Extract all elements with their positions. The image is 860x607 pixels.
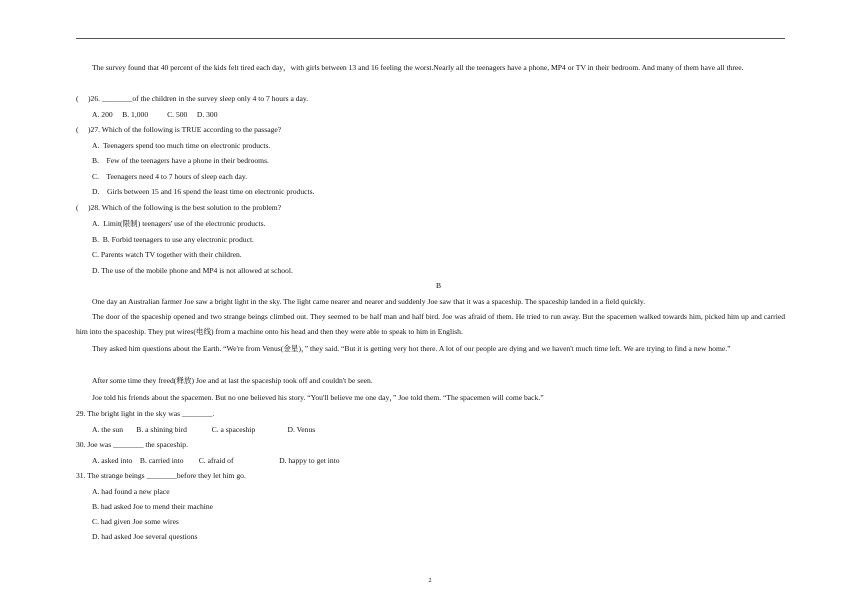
question-27-option-c: C. Teenagers need 4 to 7 hours of sleep each day.	[92, 172, 248, 181]
question-27-option-d: D. Girls between 15 and 16 spend the least time on electronic products.	[92, 187, 315, 196]
question-29-stem: 29. The bright light in the sky was ________.	[76, 409, 215, 418]
question-31-option-b: B. had asked Joe to mend their machine	[92, 502, 214, 511]
question-26-options: A. 200 B. 1,000 C. 500 D. 300	[92, 110, 218, 119]
question-27-option-b: B. Few of the teenagers have a phone in their bedrooms.	[92, 156, 269, 165]
question-29-options: A. the sun B. a shining bird C. a spaceship D. Venus	[92, 425, 316, 434]
passage-b-paragraph-1: One day an Australian farmer Joe saw a bright light in the sky. The light came nearer and nearer and suddenly Joe saw that it was a spaceship. The spaceship landed in a field quickly.	[92, 297, 646, 306]
question-28-stem: ( )28. Which of the following is the best solution to the problem?	[76, 203, 282, 212]
question-28-option-c: C. Parents watch TV together with their children.	[92, 250, 242, 259]
passage-b-paragraph-4: After some time they freed(释放) Joe and at last the spaceship took off and couldn't be seen.	[92, 376, 373, 385]
question-31-option-a: A. had found a new place	[92, 487, 170, 496]
question-28-option-b: B. B. Forbid teenagers to use any electronic product.	[92, 235, 254, 244]
passage-b-paragraph-5: Joe told his friends about the spacemen. But no one believed his story. “You'll believe me one day，” Joe told them. “The spacemen will come back.”	[92, 393, 544, 402]
question-31-stem: 31. The strange beings ________before they let him go.	[76, 471, 246, 480]
passage-b-heading: B	[436, 281, 442, 290]
question-28-option-d: D. The use of the mobile phone and MP4 is not allowed at school.	[92, 266, 293, 275]
question-31-option-c: C. had given Joe some wires	[92, 517, 179, 526]
question-30-options: A. asked into B. carried into C. afraid of D. happy to get into	[92, 456, 340, 465]
passage-a-paragraph: The survey found that 40 percent of the kids felt tired each day，with girls between 13 and 16 feeling the worst.Nearly all the teenagers have a phone, MP4 or TV in their bedroom. And many of them have all three.	[92, 63, 744, 72]
page-number: 2	[428, 578, 432, 584]
question-27-stem: ( )27. Which of the following is TRUE according to the passage?	[76, 125, 282, 134]
question-27-option-a: A. Teenagers spend too much time on electronic products.	[92, 141, 271, 150]
question-28-option-a: A. Limit(限制) teenagers' use of the electronic products.	[92, 219, 266, 228]
question-26-stem: ( )26. ________of the children in the survey sleep only 4 to 7 hours a day.	[76, 94, 309, 103]
passage-b-paragraph-2: The door of the spaceship opened and two strange beings climbed out. They seemed to be half man and half bird. Joe was afraid of them. He tried to run away. But the spacemen walked towards him, picked him up and carried him into the spaceship. They put wires(电线) from a machine onto his head and then they were able to speak to him in English.	[76, 312, 785, 336]
passage-b-paragraph-3: They asked him questions about the Earth. “We're from Venus(金星)，” they said. “But it is getting very hot there. A lot of our people are dying and we haven't much time left. We are trying to find a new home.”	[92, 344, 731, 353]
header-rule	[76, 38, 785, 39]
question-31-option-d: D. had asked Joe several questions	[92, 532, 198, 541]
question-30-stem: 30. Joe was ________ the spaceship.	[76, 440, 188, 449]
